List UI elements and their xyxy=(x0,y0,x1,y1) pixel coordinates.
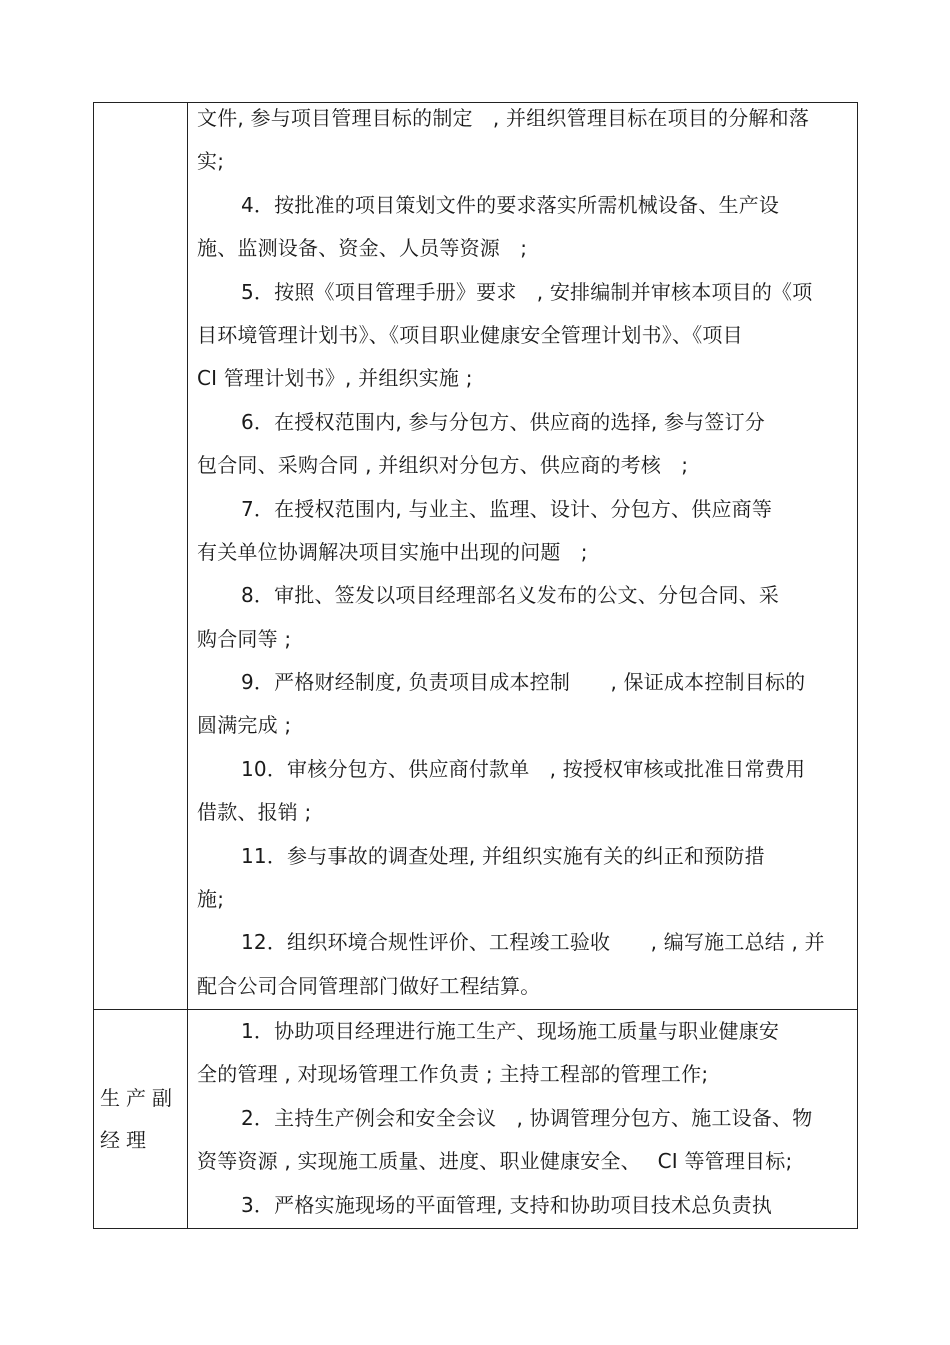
duty-line: 有关单位协调解决项目实施中出现的问题 ; xyxy=(197,539,588,564)
duty-item-1: 1．协助项目经理进行施工生产、现场施工质量与职业健康安 xyxy=(241,1019,780,1043)
duty-line: 目环境管理计划书》、《项目职业健康安全管理计划书》、《项目 xyxy=(197,322,743,347)
role-title: 生产副经理 xyxy=(100,1086,178,1152)
duty-line: 文件, 参与项目管理目标的制定 , 并组织管理目标在项目的分解和落 xyxy=(197,106,810,130)
duty-item-9: 9．严格财经制度, 负责项目成本控制 , 保证成本控制目标的 xyxy=(241,670,806,695)
duty-line: 包合同、采购合同 , 并组织对分包方、供应商的考核 ; xyxy=(197,453,689,478)
duty-cell xyxy=(188,103,858,1010)
duty-item-11: 11．参与事故的调查处理, 并组织实施有关的纠正和预防措 xyxy=(241,843,765,868)
duty-line: 配合公司合同管理部门做好工程结算。 xyxy=(197,973,541,998)
table-row xyxy=(94,103,858,1010)
duty-line: 圆满完成 ; xyxy=(197,713,292,738)
duty-line: 实; xyxy=(197,149,225,174)
duty-item-10: 10．审核分包方、供应商付款单 , 按授权审核或批准日常费用 xyxy=(241,756,806,781)
duty-line: 施; xyxy=(197,887,225,912)
duty-item-12: 12．组织环境合规性评价、工程竣工验收 , 编写施工总结 , 并 xyxy=(241,930,825,955)
duty-line: 资等资源 , 实现施工质量、进度、职业健康安全、 CI 等管理目标; xyxy=(197,1149,793,1174)
duty-line: 借款、报销 ; xyxy=(197,800,312,825)
duty-item-8: 8．审批、签发以项目经理部名义发布的公文、分包合同、采 xyxy=(241,583,780,608)
duty-item-4: 4．按批准的项目策划文件的要求落实所需机械设备、生产设 xyxy=(241,192,780,217)
duty-line: 购合同等 ; xyxy=(197,626,292,651)
duty-item-6: 6．在授权范围内, 参与分包方、供应商的选择, 参与签订分 xyxy=(241,409,765,434)
duty-line: 全的管理 , 对现场管理工作负责 ; 主持工程部的管理工作; xyxy=(197,1062,709,1087)
responsibility-table xyxy=(93,102,858,1229)
duty-cell xyxy=(188,1010,858,1229)
duty-line: 施、监测设备、资金、人员等资源 ; xyxy=(197,236,528,261)
duty-item-3: 3．严格实施现场的平面管理, 支持和协助项目技术总负责执 xyxy=(241,1192,773,1217)
duty-line: CI 管理计划书》, 并组织实施 ; xyxy=(197,366,473,391)
duty-item-5: 5．按照《项目管理手册》要求 , 安排编制并审核本项目的《项 xyxy=(241,279,813,304)
role-cell xyxy=(94,1010,188,1229)
role-cell-empty xyxy=(94,103,188,1010)
duty-item-2: 2．主持生产例会和安全会议 , 协调管理分包方、施工设备、物 xyxy=(241,1105,813,1130)
table-row xyxy=(94,1010,858,1229)
duty-item-7: 7．在授权范围内, 与业主、监理、设计、分包方、供应商等 xyxy=(241,496,773,521)
